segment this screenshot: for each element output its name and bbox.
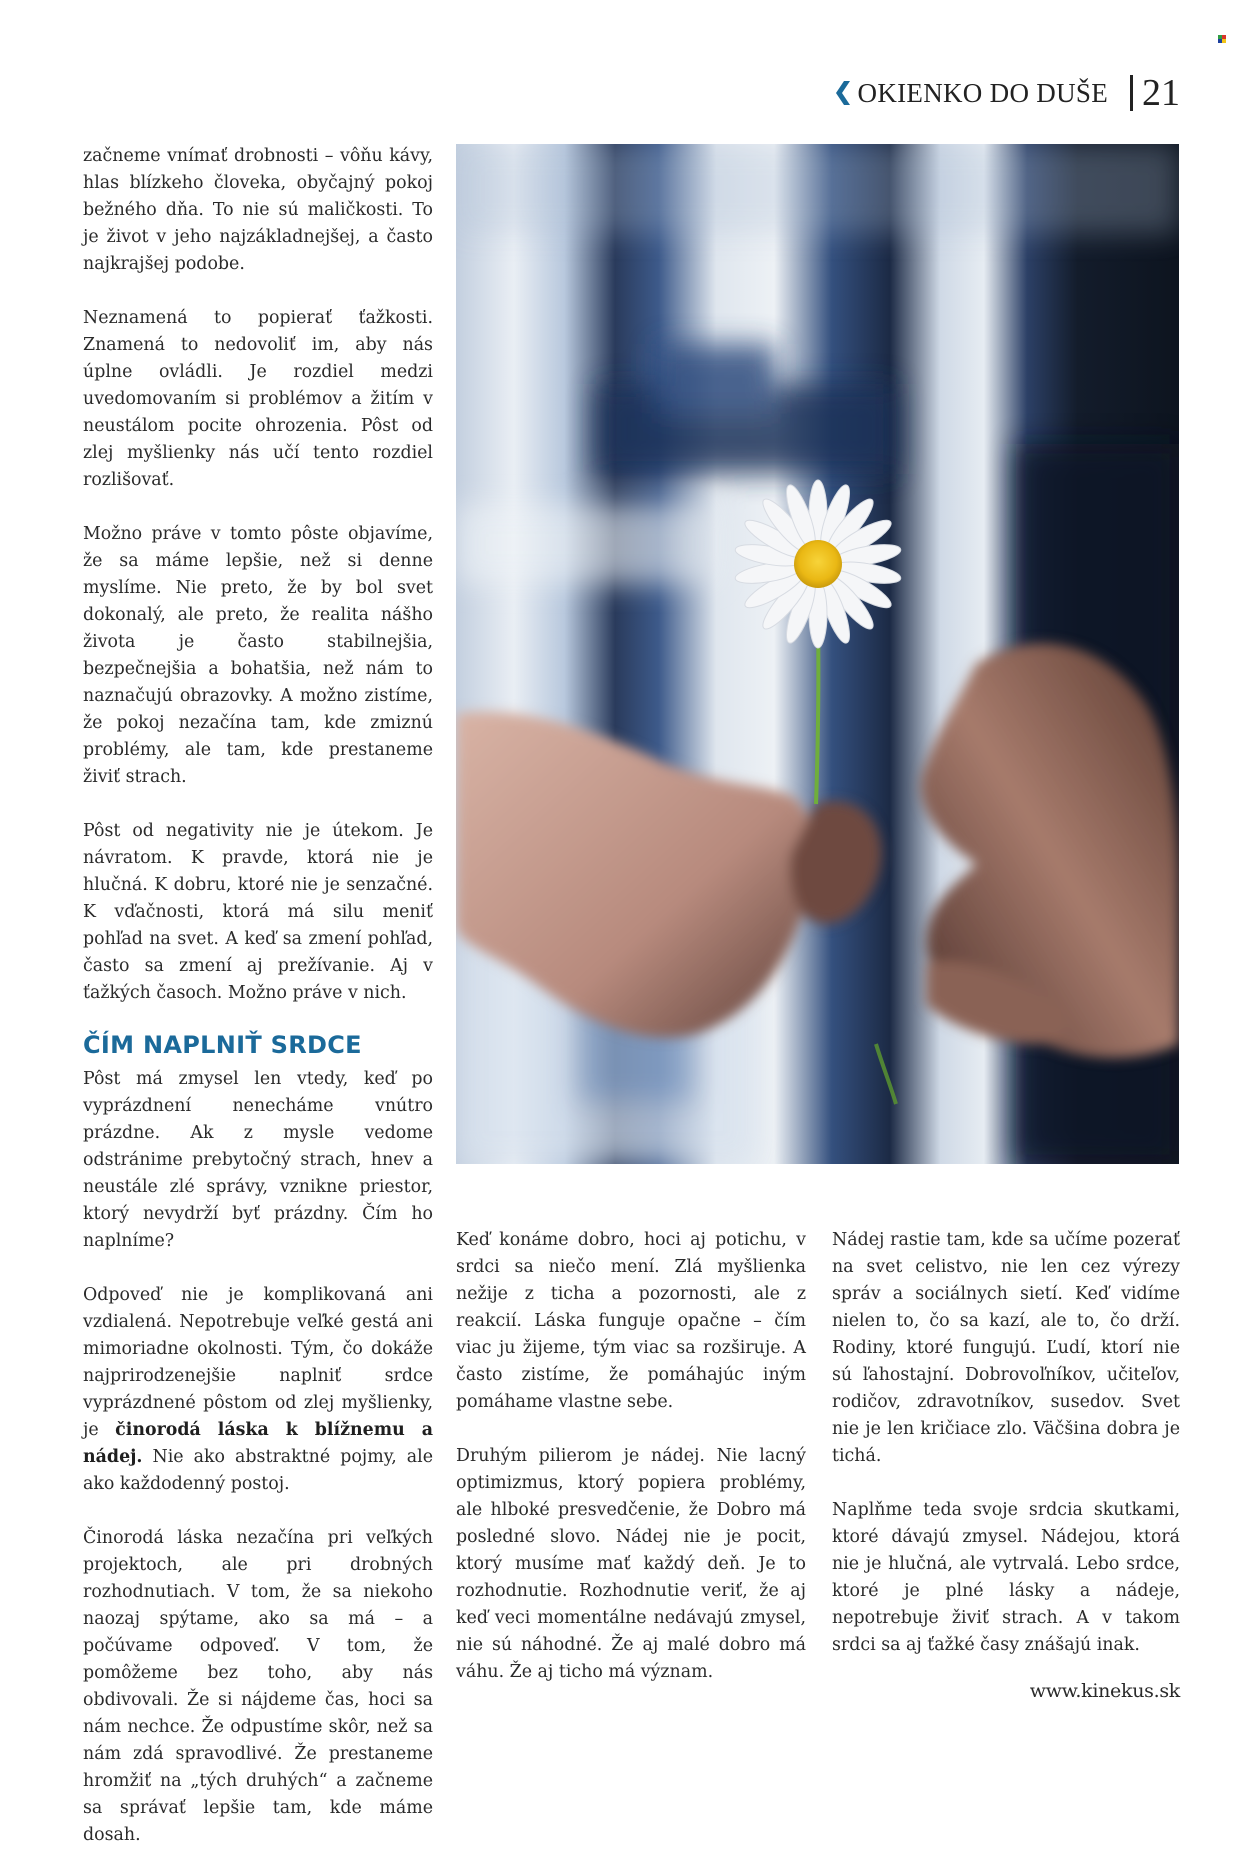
paragraph: Možno práve v tomto pôste objavíme, že sa máme lepšie, než si denne myslíme. Nie preto, že by bol svet dokonalý, ale preto, že realita nášho života je často stabilnejšia, bezpečnejšia a bohatšia, než nám to naznačujú obrazovky. A možno zistíme, že pokoj nezačína tam, kde zmiznú problémy, ale tam, kde prestaneme živiť strach. bbox=[83, 524, 433, 787]
paragraph: začneme vnímať drobnosti – vôňu kávy, hlas blízkeho človeka, obyčajný pokoj bežného dňa. To nie sú maličkosti. To je život v jeho najzákladnejšej, a často najkrajšej podobe. bbox=[83, 146, 433, 274]
paragraph: Druhým pilierom je nádej. Nie lacný optimizmus, ktorý popiera problémy, ale hlboké presvedčenie, že Dobro má posledné slovo. Nádej nie je pocit, ktorý musíme mať každý deň. Je to rozhodnutie. Rozhodnutie veriť, že aj keď veci momentálne nedávajú zmysel, nie sú náhodné. Že aj malé dobro má váhu. Že aj ticho má význam. bbox=[456, 1446, 806, 1682]
emphasis-text: činorodá láska k blížnemu a nádej. bbox=[83, 1420, 433, 1467]
text-span: Nie ako abstraktné pojmy, ale ako každodenný postoj. bbox=[83, 1447, 433, 1494]
paragraph: Pôst od negativity nie je útekom. Je návratom. K pravde, ktorá nie je hlučná. K dobru, ktoré nie je senzačné. K vďačnosti, ktorá má silu meniť pohľad na svet. A keď sa zmení pohľad, často sa zmení aj prežívanie. Aj v ťažkých časoch. Možno práve v nich. bbox=[83, 821, 433, 1003]
header-divider bbox=[1130, 75, 1133, 111]
section-title: OKIENKO DO DUŠE bbox=[857, 77, 1108, 108]
page-header bbox=[836, 74, 1180, 112]
chevron-left-icon bbox=[836, 81, 850, 105]
right-text-column bbox=[832, 1227, 1180, 1686]
text-span: Odpoveď nie je komplikovaná ani vzdialená. Nepotrebuje veľké gestá ani mimoriadne okolnosti. Tým, čo dokáže najprirodzenejšie naplniť srdce vyprázdnené pôstom od zlej myšlienky, je bbox=[83, 1285, 433, 1440]
paragraph: Naplňme teda svoje srdcia skutkami, ktoré dávajú zmysel. Nádejou, ktorá nie je hlučná, ale vytrvalá. Lebo srdce, ktoré je plné lásky a nádeje, nepotrebuje živiť strach. A v takom srdci sa aj ťažké časy znášajú inak. bbox=[832, 1500, 1180, 1655]
paragraph-with-emphasis bbox=[83, 1282, 433, 1498]
print-registration-mark bbox=[1218, 35, 1226, 43]
website-link[interactable]: www.kinekus.sk bbox=[1029, 1680, 1180, 1702]
page-number: 21 bbox=[1142, 72, 1180, 114]
middle-text-column bbox=[456, 1227, 806, 1713]
paragraph: Neznamená to popierať ťažkosti. Znamená to nedovoliť im, aby nás úplne ovládli. Je rozdiel medzi uvedomovaním si problémov a žitím v neustálom pocite ohrozenia. Pôst od zlej myšlienky nás učí tento rozdiel rozlišovať. bbox=[83, 308, 433, 490]
paragraph: Keď konáme dobro, hoci aj potichu, v srdci sa niečo mení. Zlá myšlienka nežije z ticha a pozornosti, ale z reakcií. Láska funguje opačne – čím viac ju žijeme, tým viac sa rozširuje. A často zistíme, že pomáhajúc iným pomáhame vlastne sebe. bbox=[456, 1230, 806, 1412]
photo-illustration bbox=[456, 144, 1179, 1164]
paragraph: Pôst má zmysel len vtedy, keď po vyprázdnení nenecháme vnútro prázdne. Ak z mysle vedome odstránime prebytočný strach, hnev a neustále zlé správy, vznikne priestor, ktorý nevydrží byť prázdny. Čím ho naplníme? bbox=[83, 1069, 433, 1251]
left-text-column bbox=[83, 143, 433, 1876]
paragraph: Nádej rastie tam, kde sa učíme pozerať na svet celistvo, nie len cez výrezy správ a sociálnych sietí. Keď vidíme nielen to, čo sa kazí, ale to, čo drží. Rodiny, ktoré fungujú. Ľudí, ktorí nie sú ľahostajní. Dobrovoľníkov, učiteľov, rodičov, zdravotníkov, susedov. Svet nie je len kričiace zlo. Väčšina dobra je tichá. bbox=[832, 1230, 1180, 1466]
subheading: ČÍM NAPLNIŤ SRDCE bbox=[83, 1031, 362, 1059]
daisy-photo bbox=[456, 144, 1179, 1164]
paragraph: Činorodá láska nezačína pri veľkých projektoch, ale pri drobných rozhodnutiach. V tom, že sa niekoho naozaj spýtame, ako sa má – a počúvame odpoveď. V tom, že pomôžeme bez toho, aby nás obdivovali. Že si nájdeme čas, hoci sa nám nechce. Že odpustíme skôr, než sa nám zdá spravodlivé. Že prestaneme hromžiť na „tých druhých“ a začneme sa správať lepšie tam, kde máme dosah. bbox=[83, 1528, 433, 1845]
